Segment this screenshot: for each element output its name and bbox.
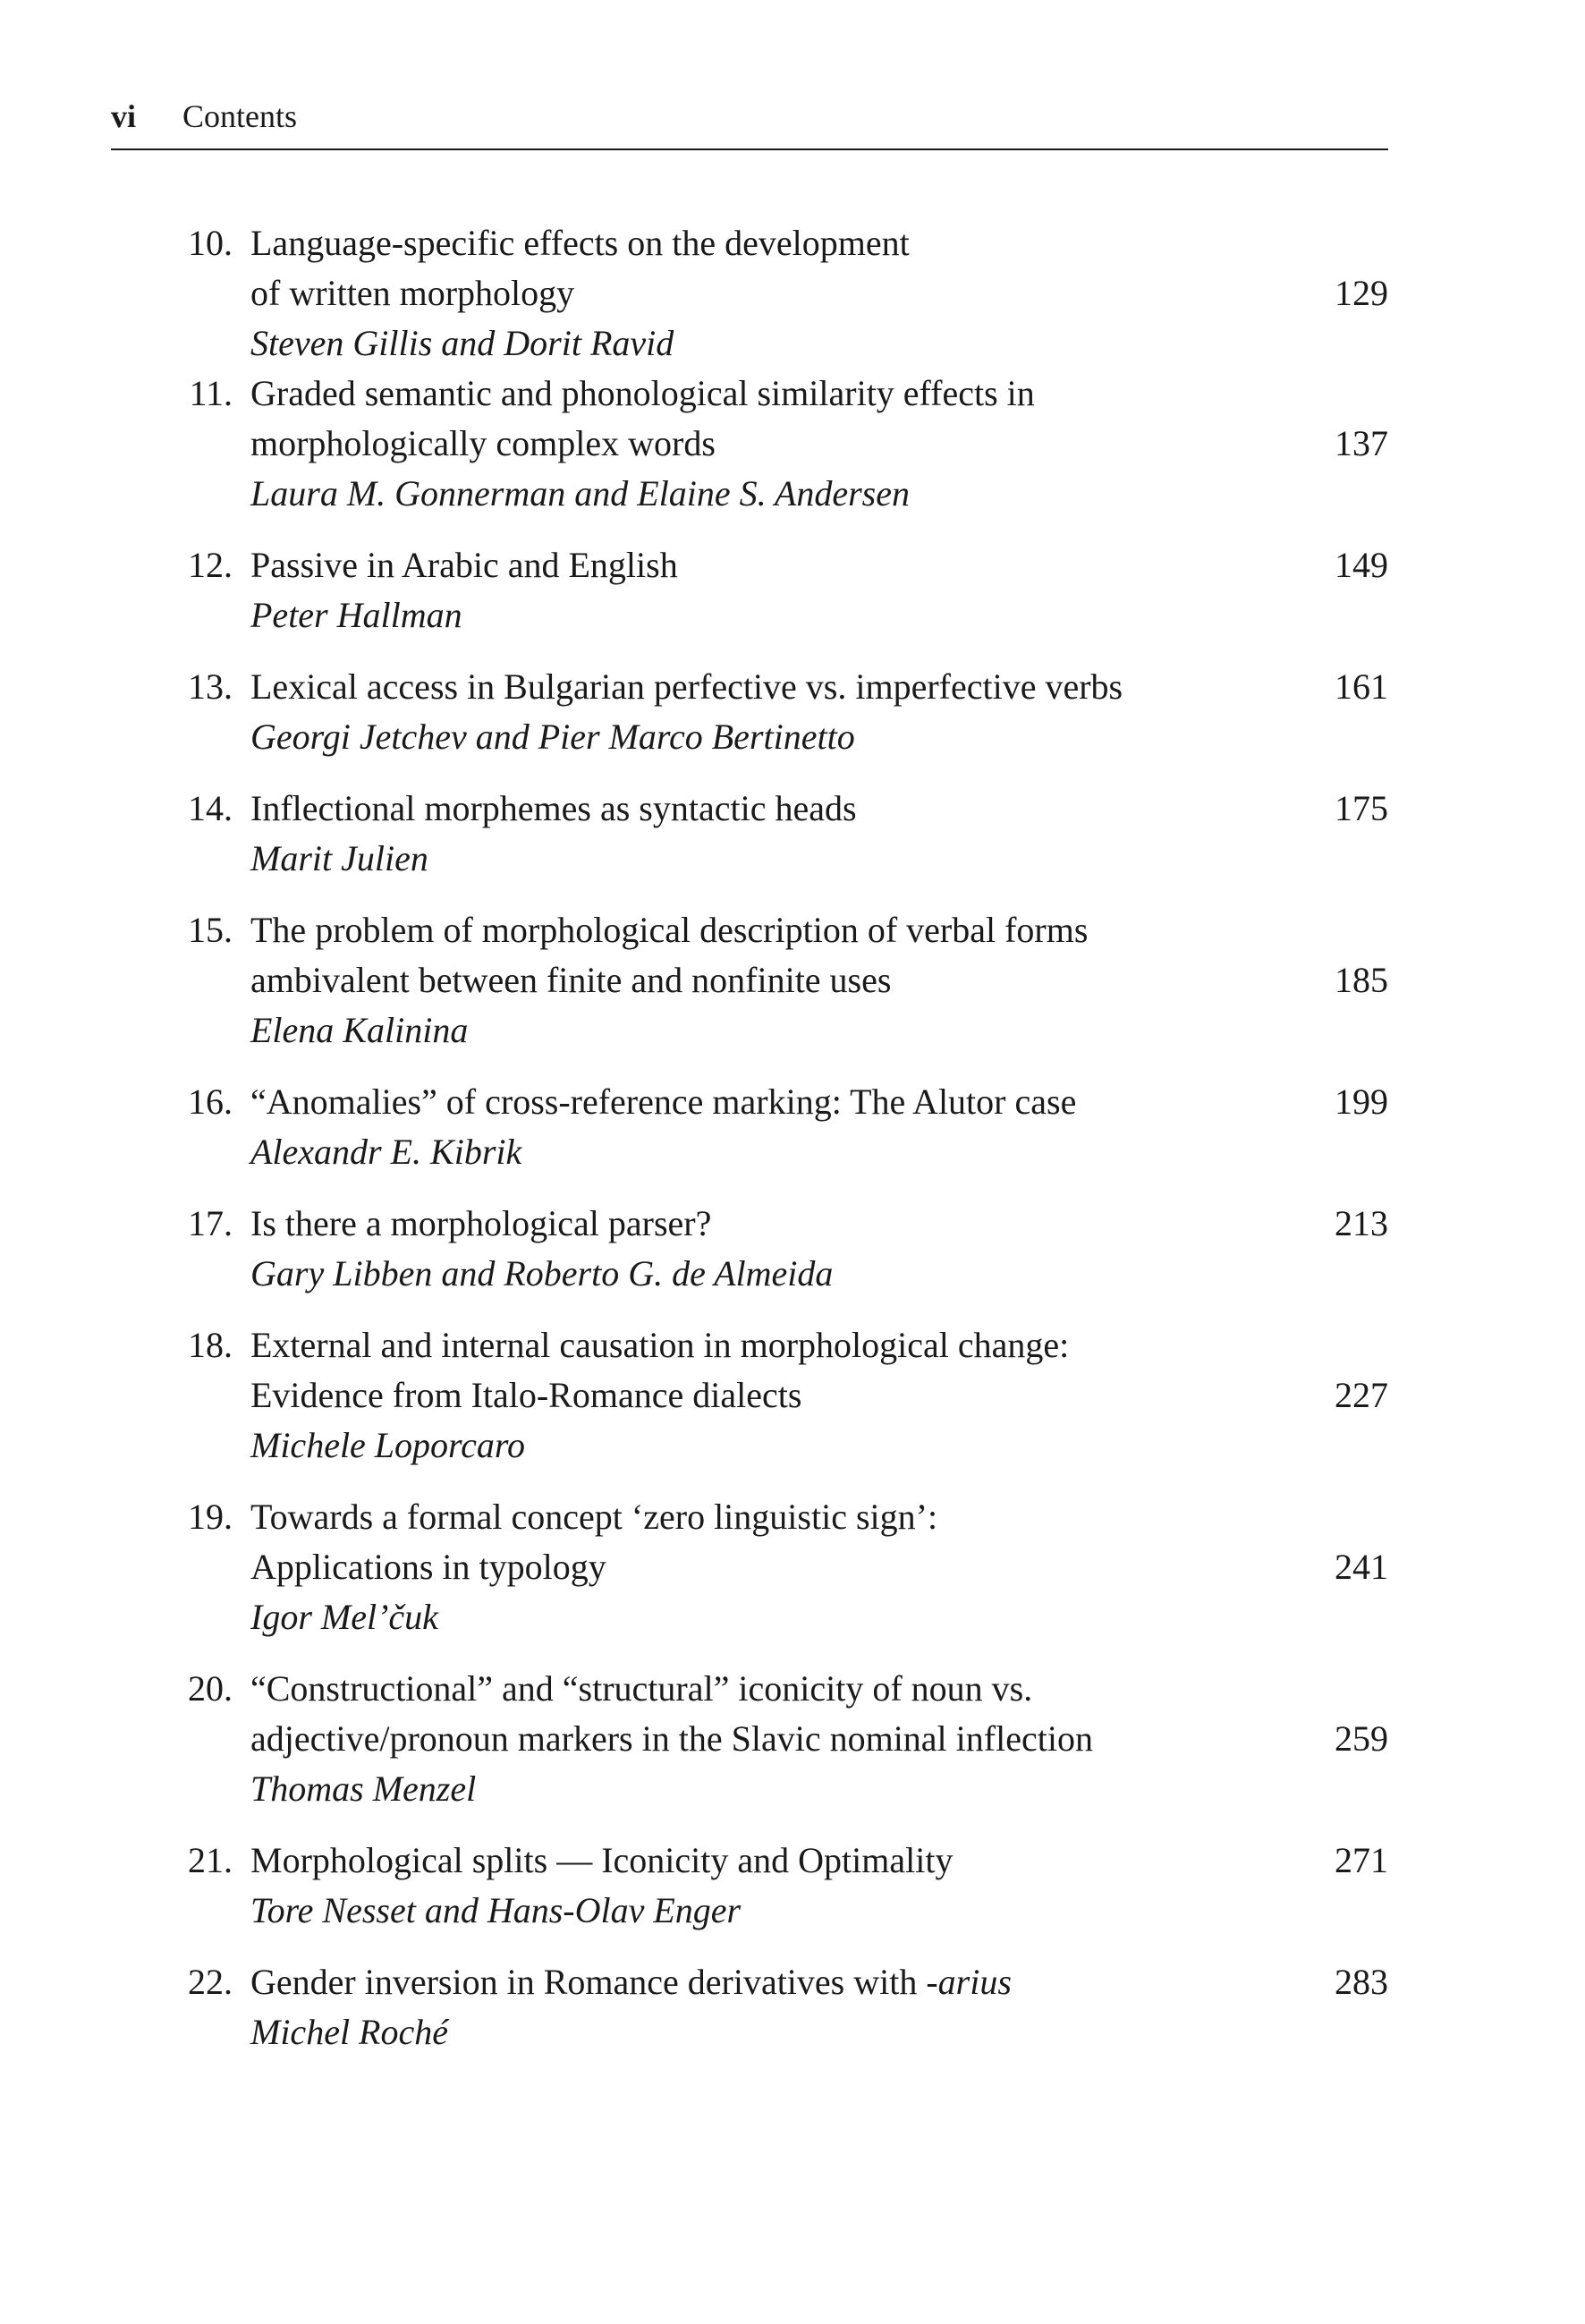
toc-title-line bbox=[0, 784, 1585, 834]
page-number: 185 bbox=[1335, 960, 1388, 1000]
toc-author-line bbox=[0, 1249, 1585, 1299]
toc-title-line bbox=[0, 218, 1585, 268]
chapter-author: Georgi Jetchev and Pier Marco Bertinetto bbox=[250, 717, 855, 757]
chapter-author: Thomas Menzel bbox=[250, 1768, 477, 1809]
chapter-author: Gary Libben and Roberto G. de Almeida bbox=[250, 1253, 834, 1293]
chapter-title: External and internal causation in morphological change: bbox=[250, 1325, 1070, 1365]
chapter-author: Alexandr E. Kibrik bbox=[250, 1132, 522, 1172]
chapter-title: Gender inversion in Romance derivatives with -arius bbox=[250, 1962, 1012, 2002]
toc-author-line bbox=[0, 318, 1585, 369]
page-number: 129 bbox=[1335, 273, 1388, 313]
toc-title-line bbox=[0, 419, 1585, 469]
toc-title-line bbox=[0, 1542, 1585, 1592]
chapter-number: 16. bbox=[188, 1081, 233, 1122]
toc-title-line bbox=[0, 955, 1585, 1005]
toc-author-line bbox=[0, 1005, 1585, 1056]
page-number: 149 bbox=[1335, 545, 1388, 585]
toc-author-line bbox=[0, 1886, 1585, 1936]
toc-title-line bbox=[0, 905, 1585, 955]
chapter-title: Inflectional morphemes as syntactic heads bbox=[250, 788, 857, 828]
toc-title-line bbox=[0, 1199, 1585, 1249]
chapter-title: Lexical access in Bulgarian perfective vs. imperfective verbs bbox=[250, 666, 1123, 707]
chapter-title: The problem of morphological description of verbal forms bbox=[250, 910, 1089, 950]
chapter-title: Morphological splits — Iconicity and Optimality bbox=[250, 1840, 954, 1880]
toc-title-line bbox=[0, 1492, 1585, 1542]
chapter-title: Language-specific effects on the development bbox=[250, 223, 910, 263]
toc-title-line bbox=[0, 1714, 1585, 1764]
chapter-title: “Anomalies” of cross-reference marking: The Alutor case bbox=[250, 1081, 1077, 1122]
chapter-title: morphologically complex words bbox=[250, 423, 716, 463]
chapter-title: Applications in typology bbox=[250, 1547, 606, 1587]
chapter-title: Graded semantic and phonological similarity effects in bbox=[250, 373, 1035, 413]
chapter-author: Michel Roché bbox=[250, 2012, 448, 2052]
chapter-number: 15. bbox=[188, 910, 233, 950]
toc-author-line bbox=[0, 1592, 1585, 1642]
page-number: 241 bbox=[1335, 1547, 1388, 1587]
chapter-number: 22. bbox=[188, 1962, 233, 2002]
chapter-title: Passive in Arabic and English bbox=[250, 545, 678, 585]
chapter-title: “Constructional” and “structural” iconicity of noun vs. bbox=[250, 1668, 1033, 1709]
toc-title-line bbox=[0, 1077, 1585, 1127]
toc-author-line bbox=[0, 469, 1585, 519]
chapter-number: 14. bbox=[188, 788, 233, 828]
toc-author-line bbox=[0, 834, 1585, 884]
page-number: 227 bbox=[1335, 1375, 1388, 1415]
chapter-title: of written morphology bbox=[250, 273, 575, 313]
chapter-number: 10. bbox=[188, 223, 233, 263]
toc-title-line bbox=[0, 1664, 1585, 1714]
toc-title-line bbox=[0, 268, 1585, 318]
chapter-author: Peter Hallman bbox=[250, 595, 462, 635]
page-number: 175 bbox=[1335, 788, 1388, 828]
chapter-author: Tore Nesset and Hans-Olav Enger bbox=[250, 1890, 742, 1930]
chapter-author: Laura M. Gonnerman and Elaine S. Andersen bbox=[250, 473, 910, 513]
toc-author-line bbox=[0, 1764, 1585, 1814]
chapter-number: 17. bbox=[188, 1203, 233, 1243]
page-folio: vi bbox=[111, 98, 137, 134]
toc-title-line bbox=[0, 1320, 1585, 1370]
chapter-title: Evidence from Italo-Romance dialects bbox=[250, 1375, 802, 1415]
chapter-author: Elena Kalinina bbox=[250, 1010, 469, 1050]
toc-title-line bbox=[0, 369, 1585, 419]
toc-author-line bbox=[0, 1421, 1585, 1471]
page-number: 161 bbox=[1335, 666, 1388, 707]
chapter-author: Michele Loporcaro bbox=[250, 1425, 525, 1465]
toc-title-line bbox=[0, 540, 1585, 590]
chapter-author: Igor Mel’čuk bbox=[250, 1597, 438, 1637]
page-number: 137 bbox=[1335, 423, 1388, 463]
chapter-title: ambivalent between finite and nonfinite uses bbox=[250, 960, 892, 1000]
page-number: 283 bbox=[1335, 1962, 1388, 2002]
page-number: 199 bbox=[1335, 1081, 1388, 1122]
page-number: 213 bbox=[1335, 1203, 1388, 1243]
toc-title-line bbox=[0, 1370, 1585, 1421]
chapter-title: adjective/pronoun markers in the Slavic nominal inflection bbox=[250, 1718, 1093, 1759]
chapter-number: 19. bbox=[188, 1497, 233, 1537]
italic-suffix: -arius bbox=[926, 1962, 1012, 2002]
chapter-number: 21. bbox=[188, 1840, 233, 1880]
toc-title-line bbox=[0, 1836, 1585, 1886]
chapter-number: 18. bbox=[188, 1325, 233, 1365]
toc-author-line bbox=[0, 2007, 1585, 2057]
chapter-title: Is there a morphological parser? bbox=[250, 1203, 712, 1243]
chapter-number: 12. bbox=[188, 545, 233, 585]
toc-author-line bbox=[0, 712, 1585, 762]
page-number: 271 bbox=[1335, 1840, 1388, 1880]
toc-author-line bbox=[0, 1127, 1585, 1177]
toc-author-line bbox=[0, 590, 1585, 640]
chapter-author: Marit Julien bbox=[250, 838, 428, 878]
chapter-number: 20. bbox=[188, 1668, 233, 1709]
chapter-author: Steven Gillis and Dorit Ravid bbox=[250, 323, 674, 363]
running-head-title: Contents bbox=[182, 98, 298, 134]
toc-title-line bbox=[0, 662, 1585, 712]
toc-title-line bbox=[0, 1957, 1585, 2007]
chapter-title: Towards a formal concept ‘zero linguistic sign’: bbox=[250, 1497, 938, 1537]
chapter-number: 13. bbox=[188, 666, 233, 707]
chapter-number: 11. bbox=[189, 373, 233, 413]
page-number: 259 bbox=[1335, 1718, 1388, 1759]
